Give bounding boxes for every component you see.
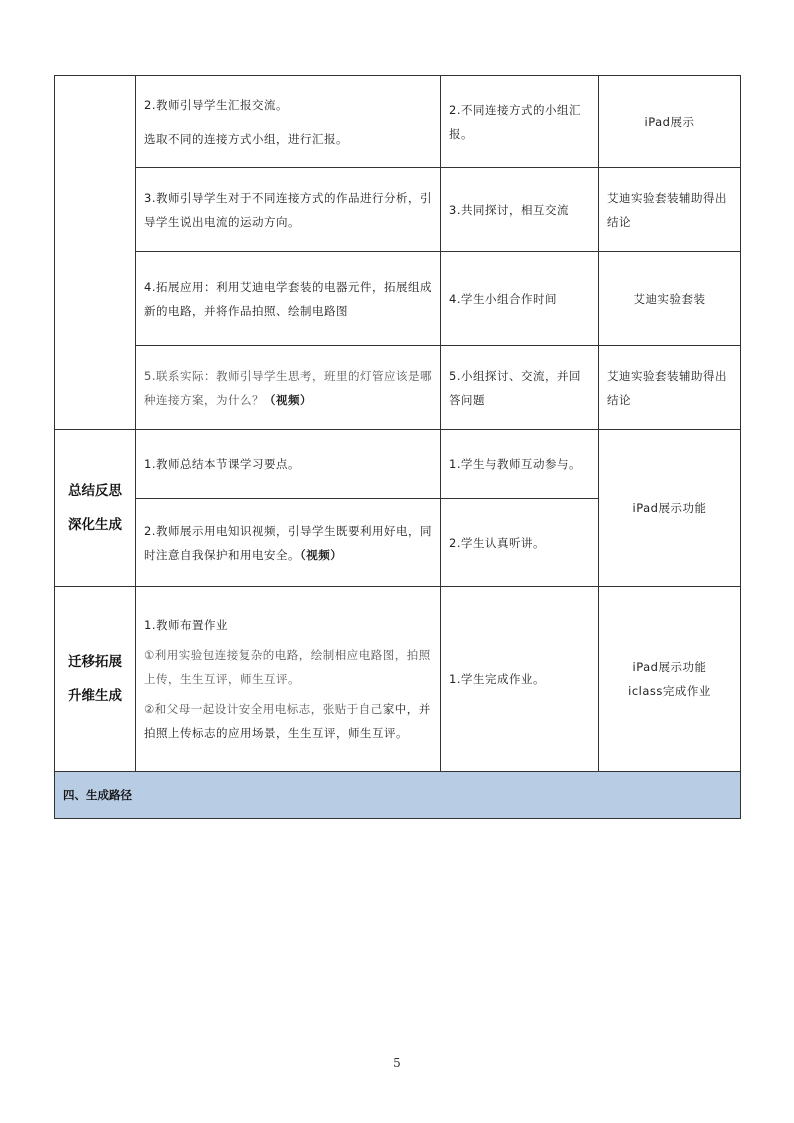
teacher-activity-cell: 3.教师引导学生对于不同连接方式的作品进行分析，引导学生说出电流的运动方向。 xyxy=(136,168,441,252)
table-row xyxy=(55,430,741,499)
teacher-activity-cell: 4.拓展应用：利用艾迪电学套装的电器元件，拓展组成新的电路，并将作品拍照、绘制电路图 xyxy=(136,252,441,346)
homework-title: 1.教师布置作业 xyxy=(144,618,228,632)
table-row xyxy=(55,168,741,252)
student-activity-cell: 1.学生与教师互动参与。 xyxy=(441,430,599,499)
homework-item: ①利用实验包连接复杂的电路，绘制相应电路图，拍照上传，生生互评，师生互评。 xyxy=(144,648,431,686)
teacher-activity-text: 5.联系实际：教师引导学生思考，班里的灯管应该是哪种连接方案，为什么？ xyxy=(144,368,432,407)
student-activity-cell: 2.学生认真听讲。 xyxy=(441,499,599,587)
section-heading: 四、生成路径 xyxy=(55,772,741,819)
teacher-activity-cell xyxy=(136,346,441,430)
stage-label: 总结反思 xyxy=(68,483,122,499)
stage-label: 迁移拓展 xyxy=(68,654,122,670)
homework-item xyxy=(144,697,432,745)
table-row xyxy=(55,346,741,430)
student-activity-cell: 5.小组探讨、交流，并回答问题 xyxy=(441,346,599,430)
table-row xyxy=(55,772,741,819)
video-tag: （视频） xyxy=(300,547,343,562)
stage-cell-empty xyxy=(55,76,136,430)
table-row xyxy=(55,252,741,346)
homework-item-text: 家中，并拍照上传标志的应用场景，生生互评，师生互评。 xyxy=(144,702,431,740)
teacher-activity-cell xyxy=(136,76,441,168)
table-row xyxy=(55,76,741,168)
stage-label-cell xyxy=(55,430,136,587)
homework-item-text: ②和父母一起设计安全用电标志，张贴于自己 xyxy=(144,702,383,716)
resource-cell: 艾迪实验套装 xyxy=(599,252,741,346)
stage-label-cell xyxy=(55,587,136,772)
student-activity-cell: 2.不同连接方式的小组汇报。 xyxy=(441,76,599,168)
lesson-plan-table xyxy=(54,75,741,819)
stage-label: 深化生成 xyxy=(68,517,122,533)
teacher-activity-cell xyxy=(136,499,441,587)
resource-text: iclass完成作业 xyxy=(628,684,711,698)
page-number: 5 xyxy=(393,1056,401,1070)
teacher-activity-text: 2.教师展示用电知识视频，引导学生既要利用好电，同时注意自我保护和用电安全。 xyxy=(144,523,432,562)
resource-cell: iPad展示功能 xyxy=(599,430,741,587)
teacher-activity-text: 2.教师引导学生汇报交流。 xyxy=(144,97,288,112)
teacher-activity-text: 选取不同的连接方式小组，进行汇报。 xyxy=(144,131,348,146)
video-tag: （视频） xyxy=(264,392,312,407)
teacher-activity-cell xyxy=(136,587,441,772)
student-activity-cell: 3.共同探讨，相互交流 xyxy=(441,168,599,252)
teacher-activity-cell: 1.教师总结本节课学习要点。 xyxy=(136,430,441,499)
table-row xyxy=(55,587,741,772)
resource-text: iPad展示功能 xyxy=(632,660,707,674)
resource-cell: iPad展示 xyxy=(599,76,741,168)
student-activity-cell: 4.学生小组合作时间 xyxy=(441,252,599,346)
student-activity-cell: 1.学生完成作业。 xyxy=(441,587,599,772)
resource-cell: 艾迪实验套装辅助得出结论 xyxy=(599,168,741,252)
stage-label: 升维生成 xyxy=(68,688,122,704)
resource-cell xyxy=(599,587,741,772)
resource-cell: 艾迪实验套装辅助得出结论 xyxy=(599,346,741,430)
